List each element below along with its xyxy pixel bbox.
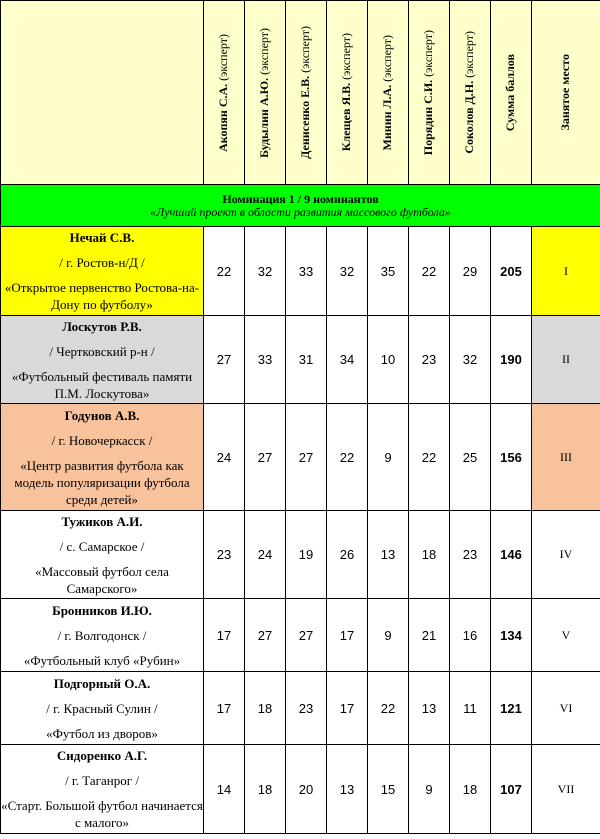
nominee-cell (1, 599, 204, 672)
total-cell: 190 (491, 316, 532, 404)
table-row (1, 511, 600, 599)
score-cell: 18 (245, 745, 286, 834)
table-row (1, 745, 600, 834)
judge-role: (эксперт) (462, 31, 477, 79)
score-cell: 9 (368, 599, 409, 672)
nominee-project: «Старт. Большой футбол начинается с малого» (1, 798, 203, 830)
judge-role: (эксперт) (339, 33, 354, 81)
score-cell: 26 (327, 511, 368, 599)
score-cell: 18 (450, 745, 491, 834)
header-judge-1 (204, 1, 245, 185)
total-cell: 107 (491, 745, 532, 834)
nominee-project: «Открытое первенство Ростова-на-Дону по футболу» (4, 280, 200, 312)
table-row (1, 227, 600, 316)
score-cell: 33 (286, 227, 327, 316)
score-cell: 21 (409, 599, 450, 672)
nominee-cell (1, 404, 204, 511)
nominee-project: «Центр развития футбола как модель популяризации футбола среди детей» (14, 457, 190, 507)
score-cell: 23 (204, 511, 245, 599)
total-cell: 205 (491, 227, 532, 316)
score-cell: 29 (450, 227, 491, 316)
score-cell: 33 (245, 316, 286, 404)
nominee-name: Лоскутов Р.В. (62, 318, 142, 334)
place-cell: III (532, 404, 600, 511)
score-cell: 11 (450, 672, 491, 745)
total-cell: 121 (491, 672, 532, 745)
judge-name: Минин Л.А. (380, 84, 395, 151)
score-cell: 22 (409, 404, 450, 511)
judge-role: (эксперт) (298, 26, 313, 73)
score-cell: 17 (204, 599, 245, 672)
header-judge-7 (450, 1, 491, 185)
nominee-project: «Массовый футбол села Самарского» (35, 563, 169, 596)
nominee-name: Подгорный О.А. (53, 675, 151, 691)
score-cell: 13 (327, 745, 368, 834)
score-cell: 27 (204, 316, 245, 404)
score-cell: 22 (327, 404, 368, 511)
header-judge-5 (368, 1, 409, 185)
score-cell: 32 (327, 227, 368, 316)
score-cell: 22 (409, 227, 450, 316)
score-cell: 27 (286, 599, 327, 672)
score-cell: 32 (450, 316, 491, 404)
total-label: Сумма баллов (503, 53, 518, 132)
header-total (491, 1, 532, 185)
judge-name: Будылин А.Ю. (257, 77, 272, 158)
header-judge-2 (245, 1, 286, 185)
score-cell: 19 (286, 511, 327, 599)
place-cell: VII (532, 745, 600, 834)
nominee-cell (1, 511, 204, 599)
nominee-cell (1, 745, 204, 834)
place-cell: VI (532, 672, 600, 745)
nominee-name: Нечай С.В. (69, 230, 135, 245)
judge-name: Клещев Я.В. (339, 83, 354, 152)
nominee-location: / г. Красный Сулин / (46, 700, 158, 716)
score-cell: 16 (450, 599, 491, 672)
total-cell: 134 (491, 599, 532, 672)
score-cell: 24 (245, 511, 286, 599)
score-cell: 20 (286, 745, 327, 834)
judge-role: (эксперт) (216, 33, 231, 81)
nominee-location: / г. Новочеркасск / (51, 432, 153, 448)
nominee-location: / г. Таганрог / (65, 773, 139, 788)
nominee-name: Бронников И.Ю. (52, 602, 152, 618)
judge-name: Акопян С.А. (216, 83, 231, 152)
score-cell: 34 (327, 316, 368, 404)
score-cell: 23 (450, 511, 491, 599)
place-cell: IV (532, 511, 600, 599)
nomination-title: Номинация 1 / 9 номинантов (222, 191, 379, 206)
score-cell: 17 (327, 599, 368, 672)
place-label: Занятое место (558, 54, 573, 131)
score-cell: 13 (409, 672, 450, 745)
nominee-name: Годунов А.В. (64, 407, 140, 423)
nominee-cell (1, 672, 204, 745)
nomination-cell (1, 185, 600, 227)
nominee-project: «Футбольный клуб «Рубин» (23, 652, 181, 668)
judge-name: Порядин С.И. (421, 79, 436, 156)
score-cell: 13 (368, 511, 409, 599)
score-cell: 18 (409, 511, 450, 599)
score-cell: 18 (245, 672, 286, 745)
judge-name: Соколов Д.Н. (462, 81, 477, 154)
header-judge-6 (409, 1, 450, 185)
nominee-location: / г. Волгодонск / (57, 627, 147, 643)
table-row (1, 316, 600, 404)
nomination-row (1, 185, 600, 227)
judge-name: Денисенко Е.В. (298, 75, 313, 159)
nomination-subtitle: «Лучший проект в области развития массового футбола» (150, 204, 451, 219)
header-place (532, 1, 600, 185)
score-cell: 31 (286, 316, 327, 404)
nominee-location: / с. Самарское / (59, 538, 145, 554)
place-cell: II (532, 316, 600, 404)
nominee-name: Сидоренко А.Г. (56, 748, 148, 763)
header-judge-4 (327, 1, 368, 185)
score-cell: 14 (204, 745, 245, 834)
judge-role: (эксперт) (257, 27, 272, 75)
score-cell: 23 (286, 672, 327, 745)
score-cell: 22 (204, 227, 245, 316)
score-cell: 9 (409, 745, 450, 834)
nominee-cell (1, 316, 204, 404)
nominee-location: / Чертковский р-н / (49, 343, 155, 359)
nominee-project: «Футбольный фестиваль памяти П.М. Лоскутова» (11, 368, 193, 401)
score-cell: 17 (204, 672, 245, 745)
score-cell: 9 (368, 404, 409, 511)
table-row (1, 672, 600, 745)
table-row (1, 599, 600, 672)
header-blank-cell (1, 1, 204, 185)
score-cell: 32 (245, 227, 286, 316)
score-cell: 35 (368, 227, 409, 316)
nominee-cell (1, 227, 204, 316)
score-cell: 10 (368, 316, 409, 404)
total-cell: 146 (491, 511, 532, 599)
score-cell: 27 (286, 404, 327, 511)
header-row (1, 1, 600, 185)
score-cell: 15 (368, 745, 409, 834)
score-cell: 17 (327, 672, 368, 745)
judge-role: (эксперт) (421, 29, 436, 77)
place-cell: V (532, 599, 600, 672)
total-cell: 156 (491, 404, 532, 511)
score-cell: 23 (409, 316, 450, 404)
nominee-project: «Футбол из дворов» (46, 725, 158, 741)
score-cell: 24 (204, 404, 245, 511)
nominee-location: / г. Ростов-н/Д / (59, 255, 145, 270)
table-row (1, 404, 600, 511)
score-cell: 25 (450, 404, 491, 511)
score-cell: 27 (245, 404, 286, 511)
score-cell: 22 (368, 672, 409, 745)
place-cell: I (532, 227, 600, 316)
score-cell: 27 (245, 599, 286, 672)
nominee-name: Тужиков А.И. (61, 513, 143, 529)
judge-role: (эксперт) (380, 34, 395, 82)
header-judge-3 (286, 1, 327, 185)
